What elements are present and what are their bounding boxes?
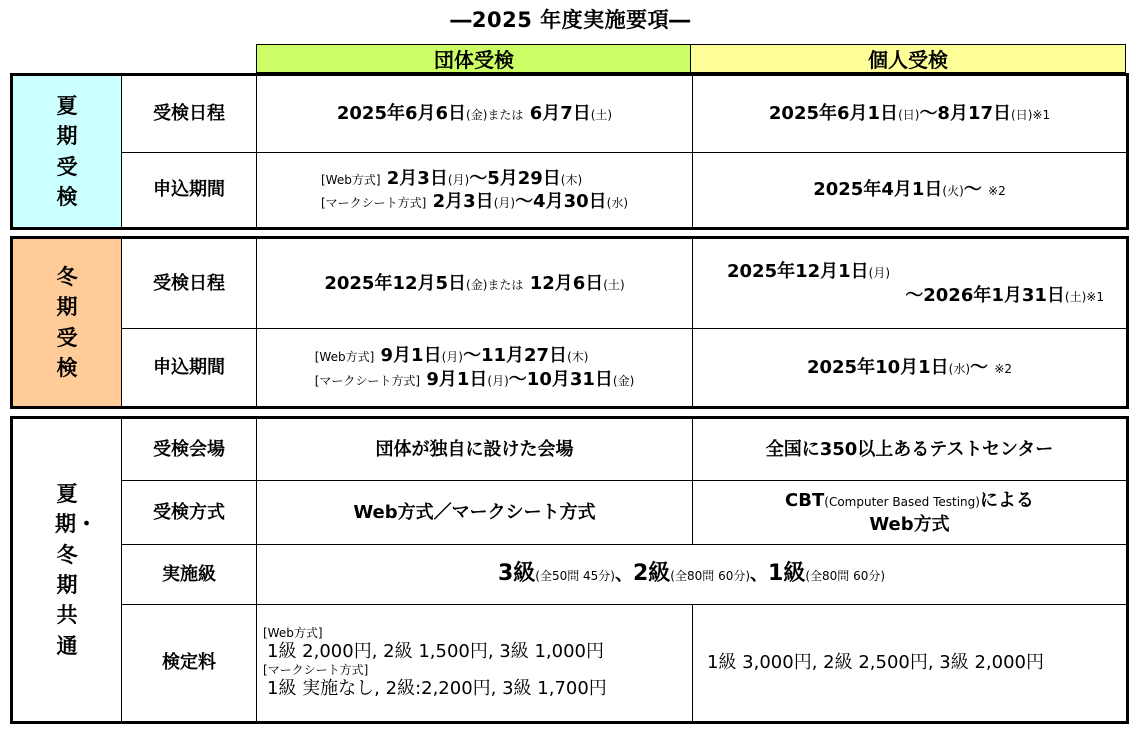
common-label: 夏期・冬期共通 [12, 418, 122, 723]
summer-group-date: 2025年6月6日(金)または 6月7日(土) [257, 75, 693, 153]
header-individual-exam: 個人受検 [690, 44, 1126, 73]
method-label: 受検方式 [122, 481, 257, 545]
summer-exam-date-label: 受検日程 [122, 75, 257, 153]
summer-application-label: 申込期間 [122, 153, 257, 229]
method-individual: CBT(Computer Based Testing)による Web方式 [693, 481, 1128, 545]
levels-value: 3級(全50問 45分)、2級(全80問 60分)、1級(全80問 60分) [257, 545, 1128, 605]
levels-label: 実施級 [122, 545, 257, 605]
summer-table [10, 73, 1129, 230]
summer-label: 夏期受検 [12, 75, 122, 229]
header-group-exam: 団体受検 [256, 44, 692, 73]
winter-label: 冬期受検 [12, 238, 122, 408]
winter-application-label: 申込期間 [122, 329, 257, 408]
winter-table [10, 236, 1129, 409]
winter-individual-application: 2025年10月1日(水)～ ※2 [693, 329, 1128, 408]
method-group: Web方式／マークシート方式 [257, 481, 693, 545]
winter-individual-date: 2025年12月1日(月) ～2026年1月31日(土)※1 [693, 238, 1128, 329]
venue-individual: 全国に350以上あるテストセンター [693, 418, 1128, 481]
winter-exam-date-label: 受検日程 [122, 238, 257, 329]
fee-group: [Web方式] 1級 2,000円, 2級 1,500円, 3級 1,000円 [マークシート方式] 1級 実施なし, 2級:2,200円, 3級 1,700円 [257, 605, 693, 723]
summer-individual-application: 2025年4月1日(火)～ ※2 [693, 153, 1128, 229]
winter-group-date: 2025年12月5日(金)または 12月6日(土) [257, 238, 693, 329]
summer-individual-date: 2025年6月1日(日)～8月17日(日)※1 [693, 75, 1128, 153]
fee-individual: 1級 3,000円, 2級 2,500円, 3級 2,000円 [693, 605, 1128, 723]
common-table [10, 416, 1129, 724]
fee-label: 検定料 [122, 605, 257, 723]
page-title: ―2025 年度実施要項― [450, 8, 691, 32]
summer-group-application: [Web方式] 2月3日(月)～5月29日(木) [マークシート方式] 2月3日(月)～4月30日(水) [257, 153, 693, 229]
venue-group: 団体が独自に設けた会場 [257, 418, 693, 481]
winter-group-application: [Web方式] 9月1日(月)～11月27日(木) [マークシート方式] 9月1日(月)～10月31日(金) [257, 329, 693, 408]
venue-label: 受検会場 [122, 418, 257, 481]
